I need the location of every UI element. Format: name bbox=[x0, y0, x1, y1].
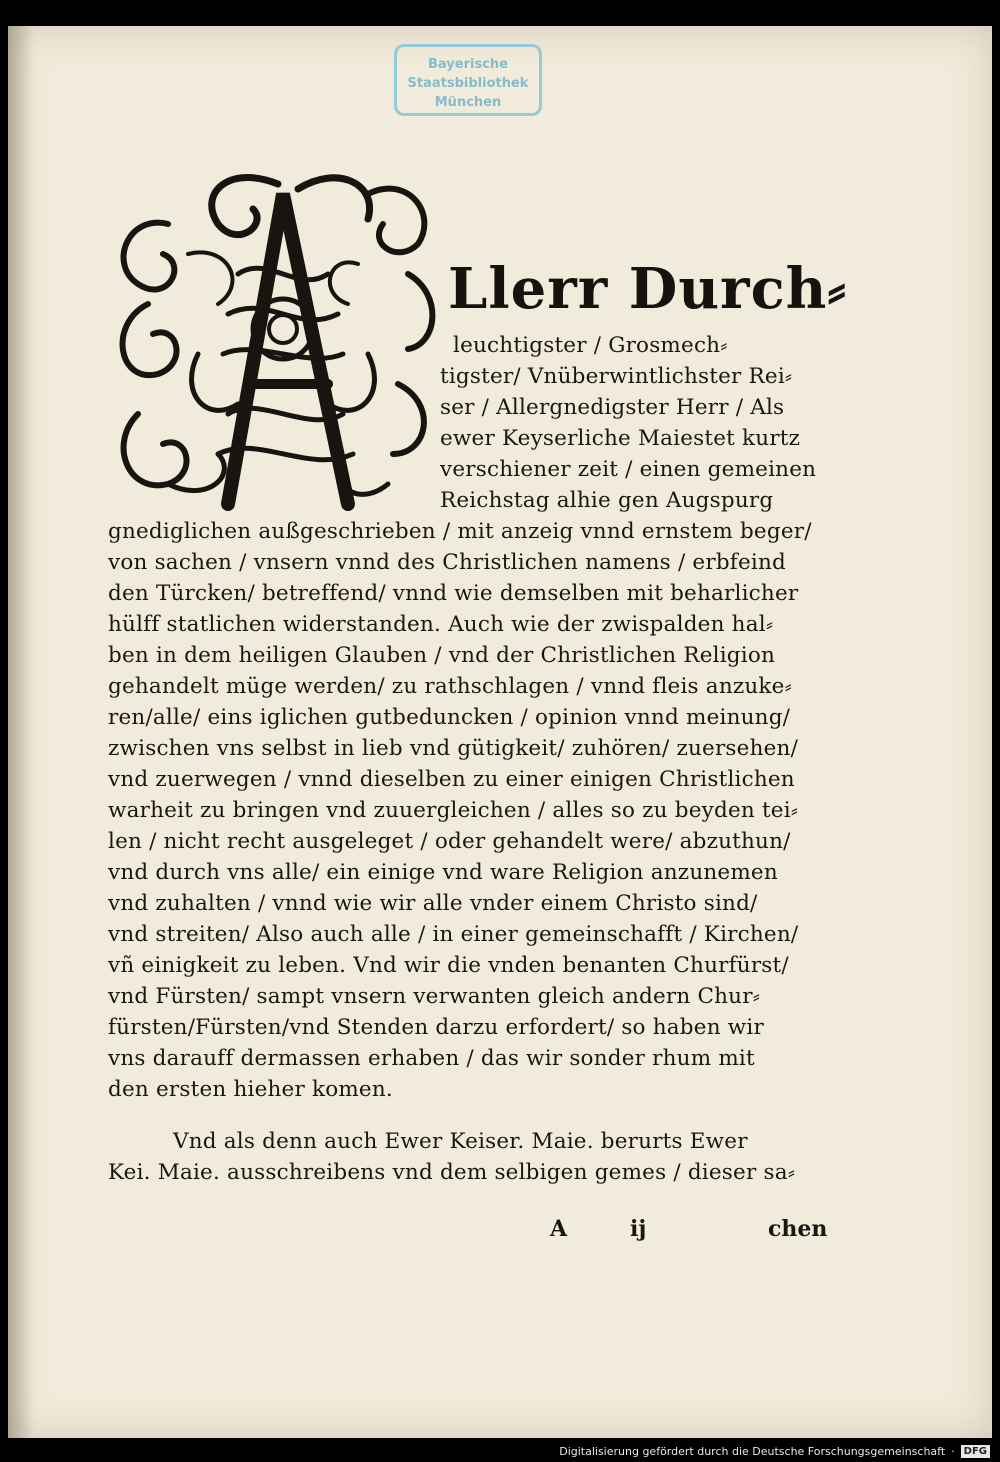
text-line: hülff statlichen widerstanden. Auch wie der zwispalden hal⸗ bbox=[108, 612, 774, 637]
footer-text: Digitalisierung gefördert durch die Deutsche Forschungsgemeinschaft bbox=[559, 1445, 946, 1458]
text-line: Kei. Maie. ausschreibens vnd dem selbigen gemes / dieser sa⸗ bbox=[108, 1160, 796, 1185]
stamp-line-1: Bayerische bbox=[428, 57, 508, 72]
text-line: warheit zu bringen vnd zuuergleichen / alles so zu beyden tei⸗ bbox=[108, 798, 799, 823]
text-line: vnd streiten/ Also auch alle / in einer gemeinschafft / Kirchen/ bbox=[108, 922, 799, 947]
dfg-logo: DFG bbox=[961, 1445, 990, 1458]
text-line: vns darauff dermassen erhaben / das wir sonder rhum mit bbox=[108, 1046, 755, 1071]
text-line: zwischen vns selbst in lieb vnd gütigkeit/ zuhören/ zuersehen/ bbox=[108, 736, 799, 761]
text-line: ben in dem heiligen Glauben / vnd der Christlichen Religion bbox=[108, 643, 776, 668]
book-page bbox=[8, 26, 992, 1438]
text-line: vnd durch vns alle/ ein einige vnd ware Religion anzunemen bbox=[108, 860, 778, 885]
text-line: gehandelt müge werden/ zu rathschlagen / vnnd fleis anzuke⸗ bbox=[108, 674, 792, 699]
footer-separator: · bbox=[951, 1445, 955, 1458]
text-line: ser / Allergnedigster Herr / Als bbox=[440, 395, 785, 420]
opening-heading: Llerr Durch⸗ bbox=[448, 256, 848, 322]
stamp-line-2: Staatsbibliothek bbox=[407, 76, 529, 91]
folio-mark: ij bbox=[630, 1216, 647, 1242]
text-line: den ersten hieher komen. bbox=[108, 1077, 393, 1102]
text-line: von sachen / vnsern vnnd des Christlichen namens / erbfeind bbox=[108, 550, 786, 575]
text-line: gnediglichen außgeschrieben / mit anzeig vnnd ernstem beger/ bbox=[108, 519, 812, 544]
text-line: tigster/ Vnüberwintlichster Rei⸗ bbox=[440, 364, 793, 389]
decorated-initial-a bbox=[108, 154, 448, 524]
signature-mark: A bbox=[550, 1216, 568, 1242]
text-line: den Türcken/ betreffend/ vnnd wie demselben mit beharlicher bbox=[108, 581, 799, 606]
text-line: fürsten/Fürsten/vnd Stenden darzu erfordert/ so haben wir bbox=[108, 1015, 764, 1040]
text-line: ren/alle/ eins iglichen gutbeduncken / opinion vnnd meinung/ bbox=[108, 705, 791, 730]
footer-credit bbox=[559, 1445, 990, 1458]
text-line: Vnd als denn auch Ewer Keiser. Maie. berurts Ewer bbox=[173, 1129, 748, 1154]
text-line: vñ einigkeit zu leben. Vnd wir die vnden benanten Churfürst/ bbox=[108, 953, 789, 978]
text-line: ewer Keyserliche Maiestet kurtz bbox=[440, 426, 801, 451]
catchword: chen bbox=[768, 1216, 828, 1242]
text-line: verschiener zeit / einen gemeinen bbox=[440, 457, 817, 482]
library-stamp bbox=[394, 44, 542, 116]
text-line: len / nicht recht ausgeleget / oder gehandelt were/ abzuthun/ bbox=[108, 829, 791, 854]
text-line: vnd zuhalten / vnnd wie wir alle vnder einem Christo sind/ bbox=[108, 891, 758, 916]
stamp-line-3: München bbox=[434, 95, 502, 110]
text-line: vnd Fürsten/ sampt vnsern verwanten gleich andern Chur⸗ bbox=[108, 984, 761, 1009]
text-line: vnd zuerwegen / vnnd dieselben zu einer einigen Christlichen bbox=[108, 767, 795, 792]
text-line: leuchtigster / Grosmech⸗ bbox=[453, 333, 728, 358]
text-line: Reichstag alhie gen Augspurg bbox=[440, 488, 774, 513]
